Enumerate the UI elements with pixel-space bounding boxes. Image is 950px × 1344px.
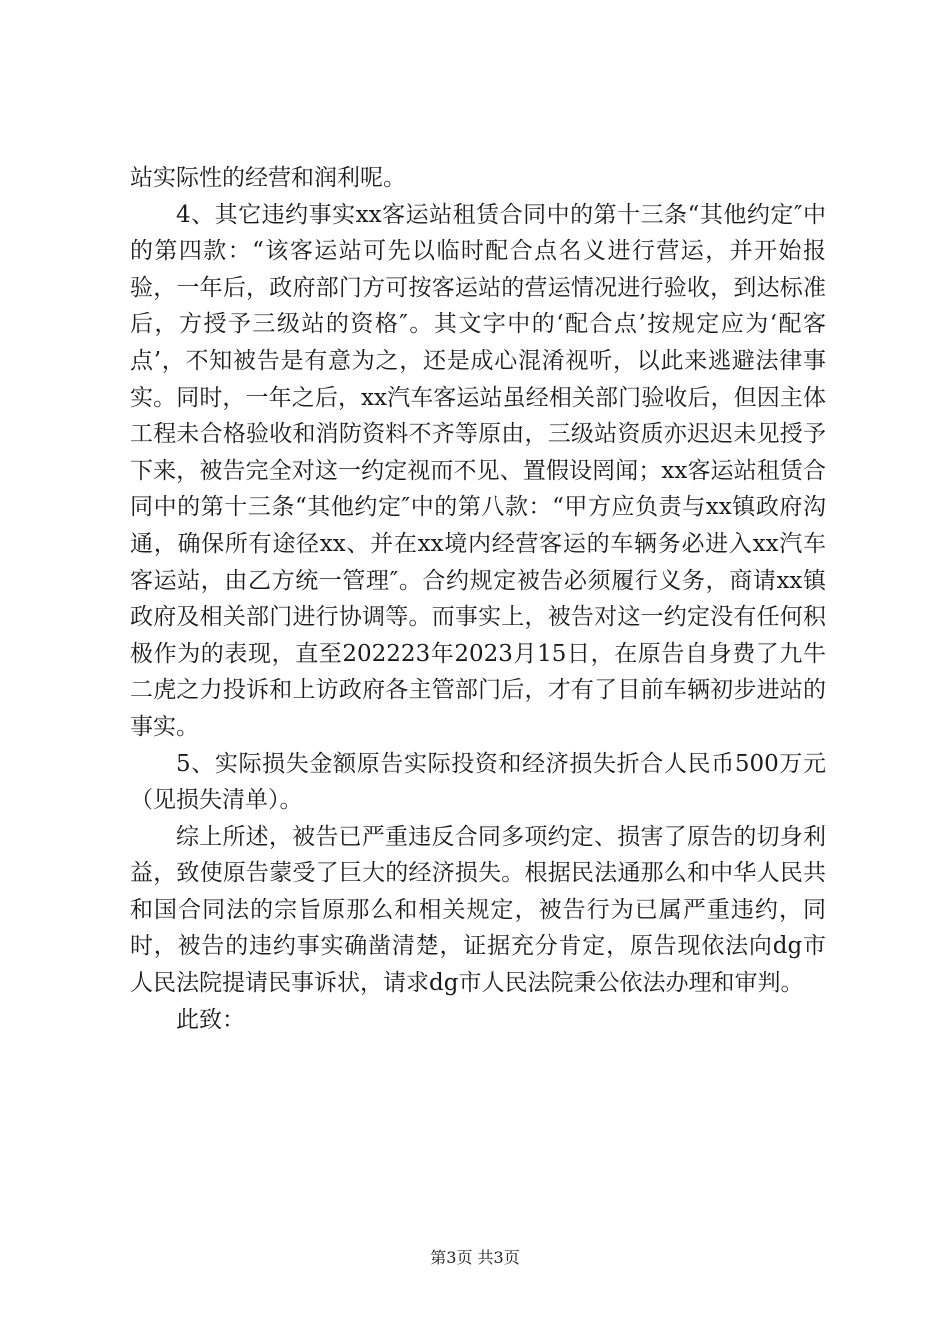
- paragraph-other-breach-facts: 4、其它违约事实xx客运站租赁合同中的第十三条“其他约定″中的第四款：“该客运站可先以临时配合点名义进行营运，并开始报验，一年后，政府部门方可按客运站的营运情况进行验收，到达标准后，方授予三级站的资格″。其文字中的‘配合点’按规定应为‘配客点’，不知被告是有意为之，还是成心混淆视听，以此来逃避法律事实。同时，一年之后，xx汽车客运站虽经相关部门验收后，但因主体工程未合格验收和消防资料不齐等原由，三级站资质亦迟迟未见授予下来，被告完全对这一约定视而不见、置假设罔闻；xx客运站租赁合同中的第十三条“其他约定″中的第八款：“甲方应负责与xx镇政府沟通，确保所有途径xx、并在xx境内经营客运的车辆务必进入xx汽车客运站，由乙方统一管理″。合约规定被告必须履行义务，商请xx镇政府及相关部门进行协调等。而事实上，被告对这一约定没有任何积极作为的表现，直至202223年2023月15日，在原告自身费了九牛二虎之力投诉和上访政府各主管部门后，才有了目前车辆初步进站的事实。: [130, 201, 826, 740]
- paragraph-closing: 此致：: [176, 1006, 245, 1033]
- paragraph-continuation: 站实际性的经营和润利呢。: [130, 165, 406, 191]
- paragraph-actual-loss: 5、实际损失金额原告实际投资和经济损失折合人民币500万元（见损失清单）。: [130, 750, 826, 814]
- document-body: [130, 160, 826, 1038]
- page-number-footer: 第3页 共3页: [430, 1248, 520, 1267]
- paragraph-summary: 综上所述，被告已严重违反合同多项约定、损害了原告的切身利益，致使原告蒙受了巨大的经济损失。根据民法通那么和中华人民共和国合同法的宗旨原那么和相关规定，被告行为已属严重违约，同时，被告的违约事实确凿清楚，证据充分肯定，原告现依法向dg市人民法院提请民事诉状，请求dg市人民法院秉公依法办理和审判。: [130, 823, 826, 997]
